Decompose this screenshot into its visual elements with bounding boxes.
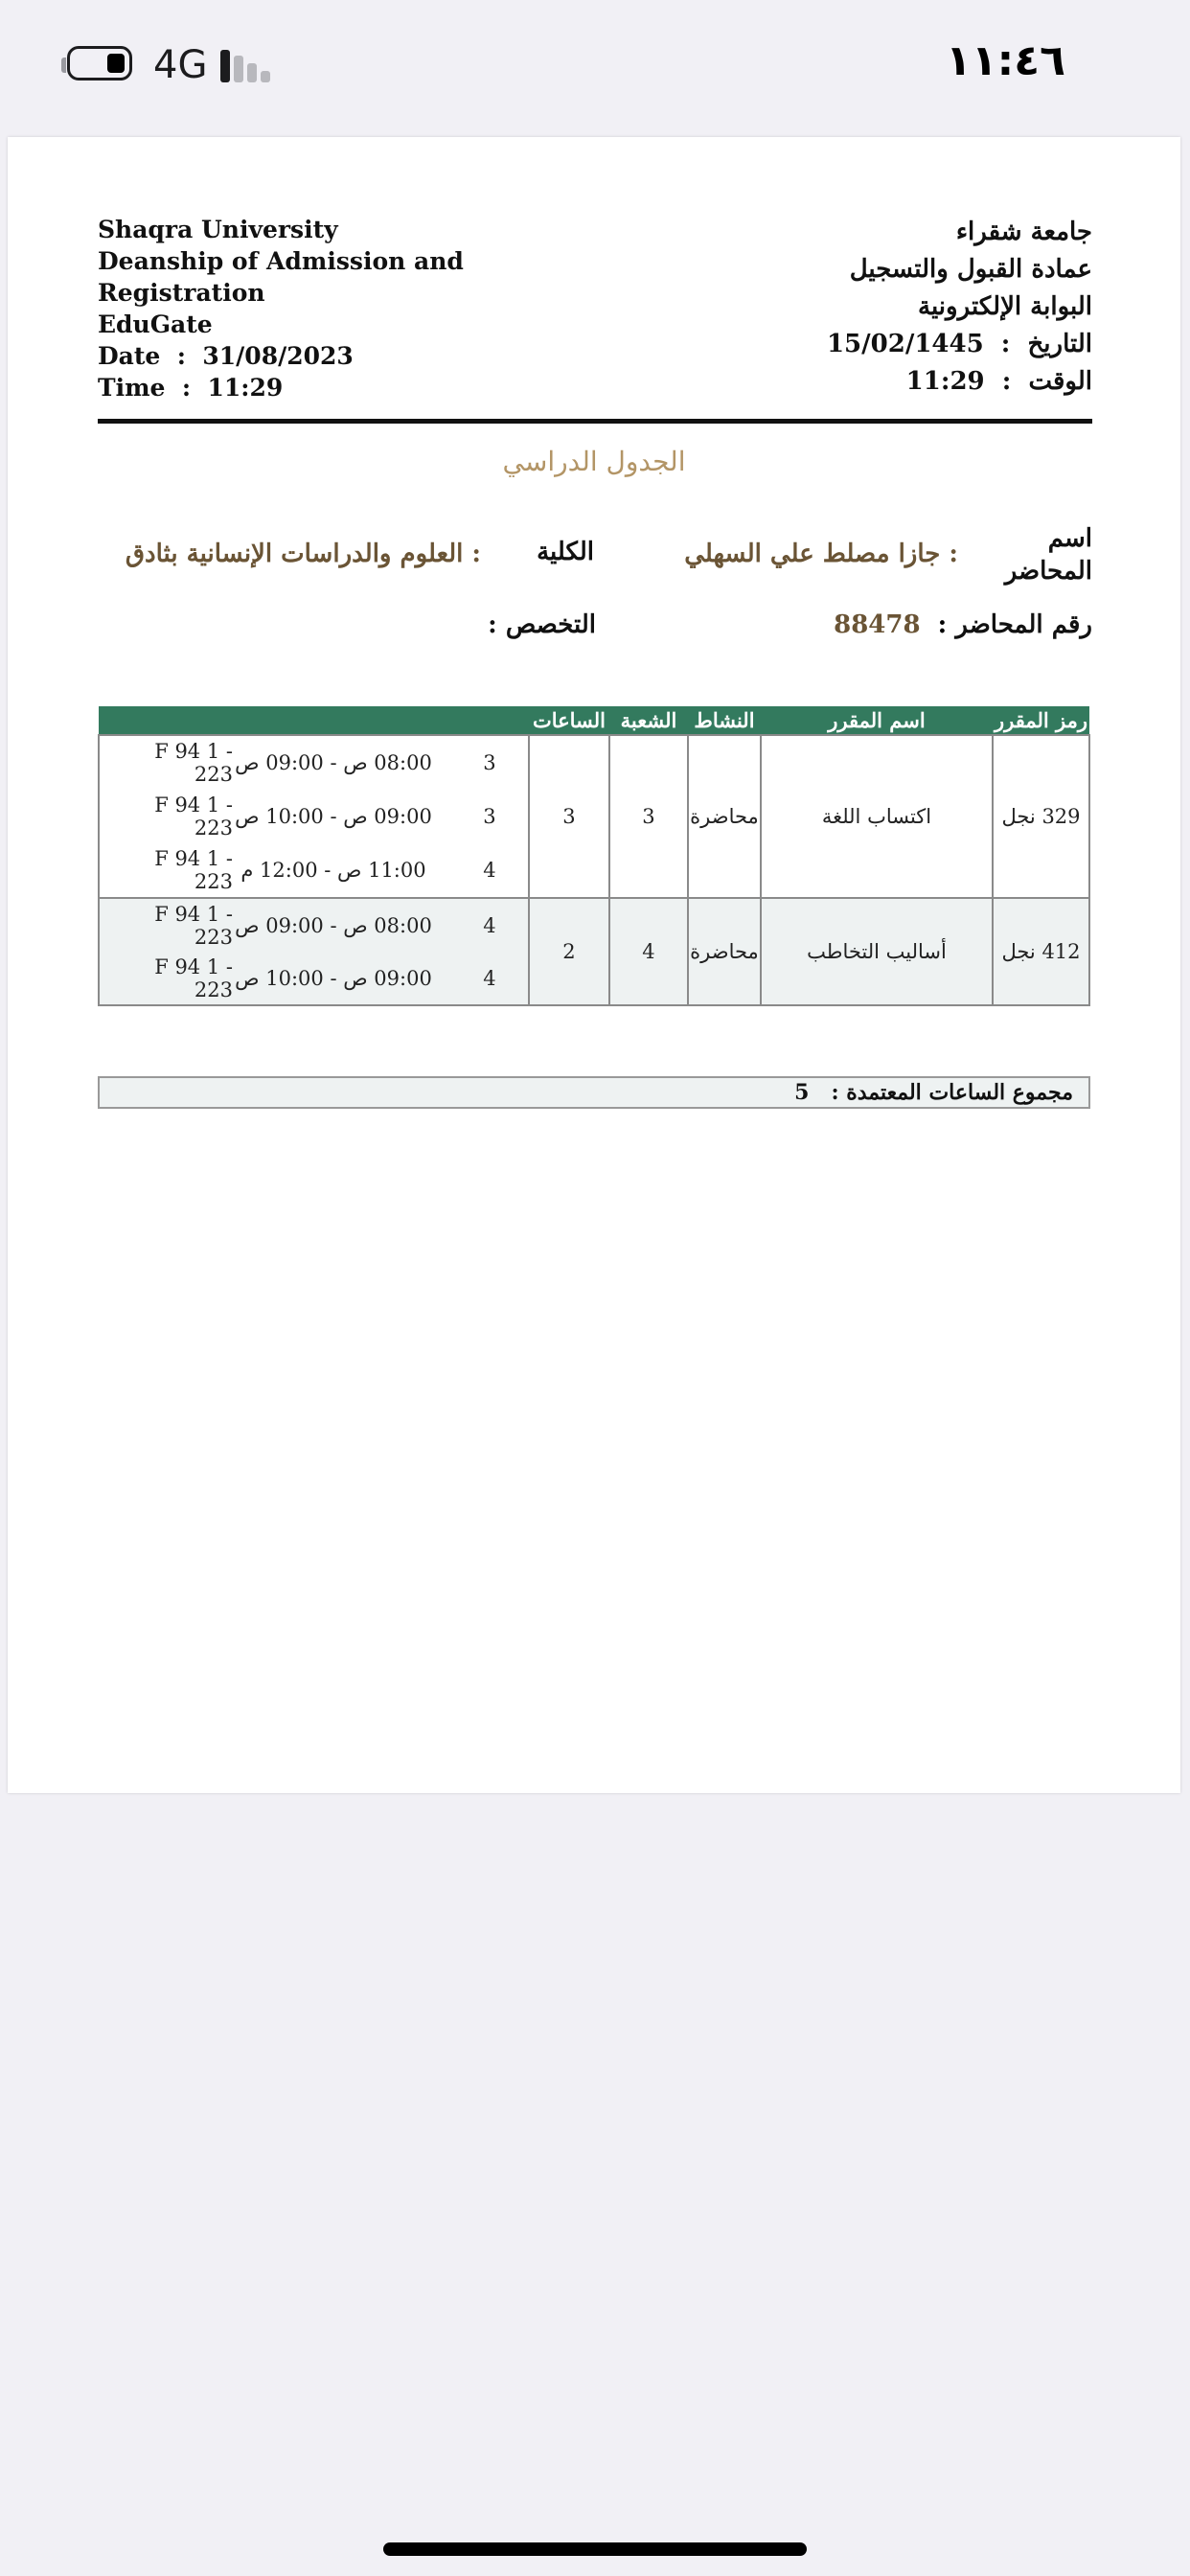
col-activity: النشاط [688,706,761,735]
lecturer-name: : جازا مصلط علي السهلي [684,540,958,568]
time-slots [99,735,529,898]
room: F 94 1 - 223 [154,846,233,893]
signal-icon [220,50,278,82]
time-range: 11:00 ص - 12:00 م [240,858,426,882]
course-code: 412 نجل [993,898,1089,1005]
total-label: مجموع الساعات المعتمدة : [831,1080,1073,1105]
col-course-name: اسم المقرر [761,706,993,735]
room: F 94 1 - 223 [154,954,233,1001]
status-bar [0,0,1190,134]
signal-bar [247,63,257,82]
section: 3 [609,735,688,898]
signal-bar [220,50,230,82]
activity: محاضرة [688,735,761,898]
deanship-name-ar: عمادة القبول والتسجيل [849,255,1092,284]
time-range: 08:00 ص - 09:00 ص [235,751,432,775]
header-arabic [690,214,1092,401]
credit-hours: 2 [529,898,609,1005]
day: 4 [483,913,496,937]
room: F 94 1 - 223 [154,740,233,787]
room: F 94 1 - 223 [154,902,233,949]
time-slot [100,737,528,790]
deanship-name-en-cont: Registration [98,279,265,307]
time-slot [100,899,528,952]
total-value: 5 [794,1080,810,1105]
time-slot [100,843,528,896]
course-name: أساليب التخاطب [761,898,993,1005]
section: 4 [609,898,688,1005]
college-value: : العلوم والدراسات الإنسانية بثادق [125,540,481,568]
room: F 94 1 - 223 [154,794,233,840]
lecturer-label: اسم المحاضر [1004,524,1092,586]
day: 3 [483,751,496,775]
battery-icon [61,46,140,84]
time-slot [100,952,528,1004]
page-title: الجدول الدراسي [502,446,686,477]
university-name-ar: جامعة شقراء [955,218,1092,246]
time-range: 08:00 ص - 09:00 ص [235,913,432,937]
header-divider [98,419,1092,424]
college-label: الكلية [537,538,594,566]
table-row [99,898,1089,1005]
portal-name-en: EduGate [98,310,213,338]
day: 4 [483,858,496,882]
deanship-name-en: Deanship of Admission and [98,247,464,275]
specialization-label: التخصص : [488,610,596,639]
time-ar: الوقت : 11:29 [905,367,1092,396]
course-name: اكتساب اللغة [761,735,993,898]
credit-hours: 3 [529,735,609,898]
table-header-row [99,706,1089,735]
date-ar: التاريخ : 15/02/1445 [826,330,1092,358]
day: 3 [483,805,496,828]
day: 4 [483,966,496,990]
schedule-table [98,706,1090,1006]
network-type: 4G [153,43,208,87]
time-range: 09:00 ص - 10:00 ص [235,966,432,990]
col-schedule [99,706,529,735]
col-course-code: رمز المقرر [993,706,1089,735]
time-slots [99,898,529,1005]
total-credit-hours [98,1076,1090,1109]
col-hours: الساعات [529,706,609,735]
time-range: 09:00 ص - 10:00 ص [235,805,432,828]
time-en: Time : 11:29 [98,374,284,402]
portal-name-ar: البوابة الإلكترونية [918,292,1092,321]
activity: محاضرة [688,898,761,1005]
signal-bar [261,71,270,82]
university-name-en: Shaqra University [98,216,338,243]
signal-bar [234,56,243,82]
status-time: ١١:٤٦ [945,36,1065,85]
header-english [98,214,500,403]
home-indicator[interactable] [383,2542,807,2556]
lecturer-id: رقم المحاضر : 88478 [834,610,1092,639]
document-page [8,137,1180,1793]
table-row [99,735,1089,898]
time-slot [100,791,528,843]
date-en: Date : 31/08/2023 [98,342,354,370]
course-code: 329 نجل [993,735,1089,898]
col-section: الشعبة [609,706,688,735]
